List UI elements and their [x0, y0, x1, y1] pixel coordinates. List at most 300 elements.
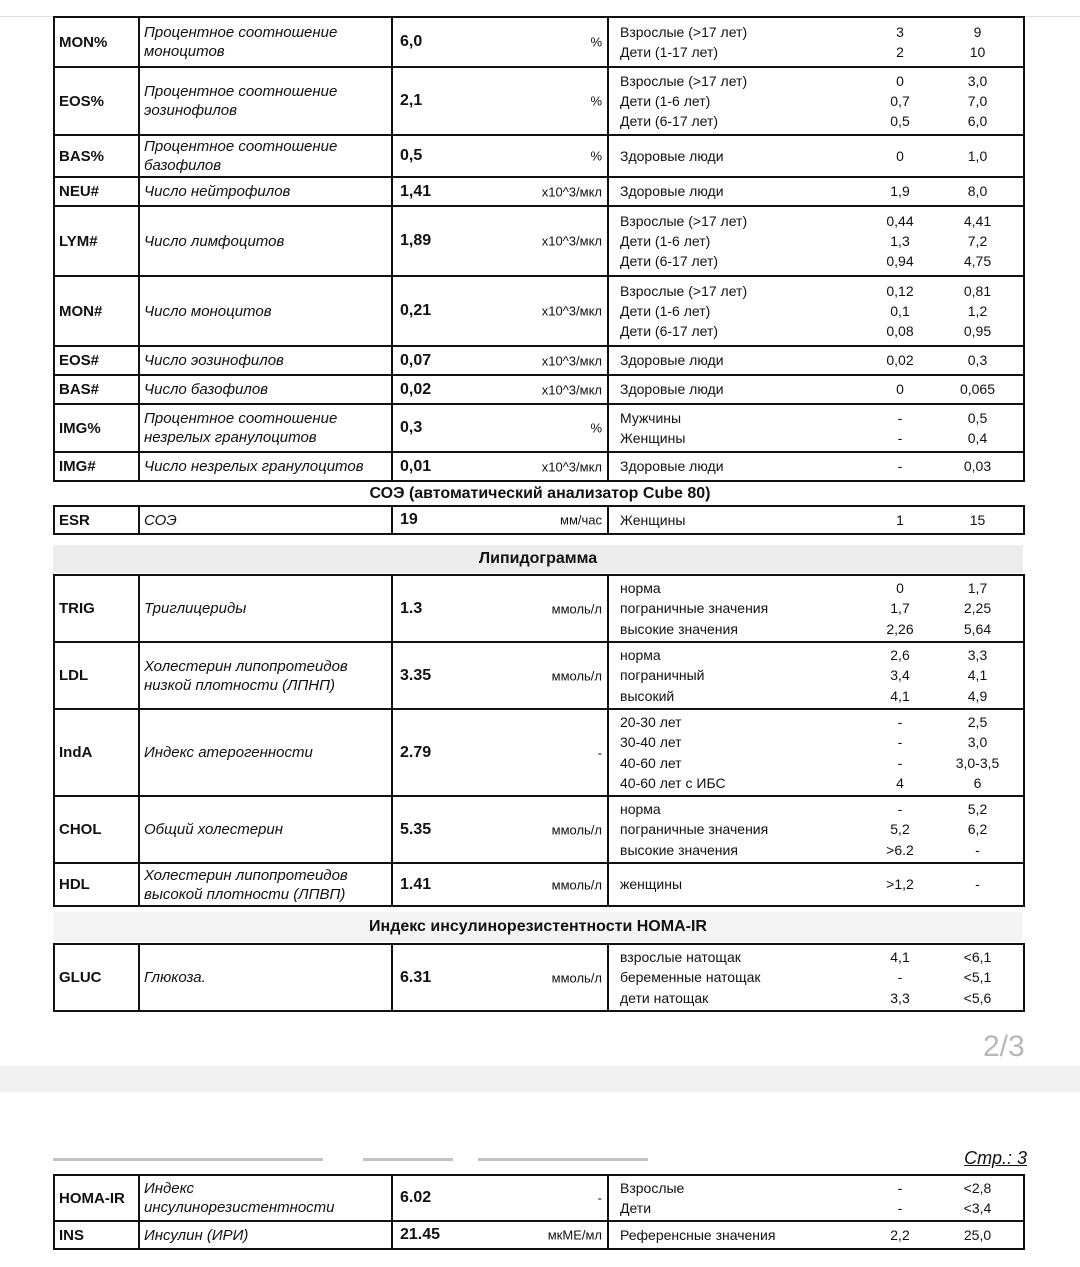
reference-cell: [608, 177, 1024, 206]
result-value: 0,3: [400, 419, 423, 436]
result-value: 0,21: [400, 302, 432, 319]
lipid-table: [53, 574, 1025, 907]
result-cell: [392, 177, 608, 206]
reference-low: -: [897, 969, 903, 986]
reference-group: Здоровые люди: [620, 183, 724, 200]
reference-high: <2,8: [963, 1179, 992, 1196]
result-row: [54, 796, 1024, 863]
reference-group: 40-60 лет: [620, 754, 682, 771]
result-row: [54, 177, 1024, 206]
test-name-line: Глюкоза.: [144, 969, 206, 986]
homa-table: [53, 943, 1025, 1012]
result-unit: ммоль/л: [551, 601, 602, 616]
reference-group: пограничные значения: [620, 600, 769, 617]
reference-group: Взрослые (>17 лет): [620, 72, 748, 89]
result-value: 2.79: [400, 743, 432, 761]
result-value: 0,02: [400, 380, 432, 398]
reference-group: Здоровые люди: [620, 381, 724, 398]
page-indicator: 2/3: [983, 1030, 1025, 1063]
result-unit: x10^3/мкл: [541, 184, 602, 199]
result-unit: %: [590, 34, 602, 50]
reference-cell: [608, 796, 1024, 863]
insulin-table: [53, 1174, 1025, 1250]
reference-line: [609, 819, 1023, 839]
reference-group: Взрослые (>17 лет): [620, 212, 748, 229]
result-unit: ммоль/л: [551, 822, 602, 837]
test-name-line: СОЭ: [144, 511, 177, 529]
page3-header: [53, 1146, 1027, 1166]
result-row: [54, 67, 1024, 135]
result-unit: x10^3/мкл: [541, 382, 602, 397]
reference-low: 5,2: [890, 821, 910, 838]
reference-cell: [608, 206, 1024, 276]
reference-group: дети натощак: [620, 989, 709, 1006]
reference-group: Дети (1-17 лет): [620, 44, 719, 61]
reference-high: 0,95: [963, 323, 992, 340]
redacted-text: [478, 1158, 648, 1161]
esr-section-title: СОЭ (автоматический анализатор Cube 80): [369, 485, 711, 502]
test-code: TRIG: [54, 575, 139, 642]
reference-cell: [608, 17, 1024, 67]
result-unit: -: [597, 1190, 602, 1206]
reference-high: 9: [973, 23, 982, 40]
test-code: IMG#: [54, 452, 139, 481]
reference-line: [609, 42, 1023, 62]
reference-cell: [608, 452, 1024, 481]
test-name: [139, 796, 392, 863]
reference-group: Женщины: [620, 511, 686, 528]
reference-cell: [608, 135, 1024, 177]
reference-group: Женщины: [620, 430, 686, 447]
reference-high: 4,1: [967, 667, 988, 684]
result-unit: %: [590, 420, 602, 436]
result-cell: [392, 404, 608, 452]
reference-group: Дети (1-6 лет): [620, 92, 711, 109]
reference-high: 1,0: [967, 147, 988, 164]
test-name-line: Число лимфоцитов: [144, 232, 285, 250]
result-row: [54, 452, 1024, 481]
test-name: [139, 944, 392, 1011]
reference-low: 4,1: [890, 949, 910, 966]
reference-high: 4,75: [963, 253, 992, 270]
reference-line: [609, 1225, 1023, 1245]
test-name: [139, 177, 392, 206]
result-value: 0,5: [400, 147, 423, 164]
result-value: 19: [400, 511, 418, 528]
reference-line: [609, 321, 1023, 341]
test-code: EOS%: [54, 67, 139, 135]
reference-low: 0: [896, 580, 904, 597]
test-name-line: незрелых гранулоцитов: [144, 429, 317, 446]
reference-high: 4,41: [963, 212, 992, 229]
test-name-line: инсулинорезистентности: [144, 1199, 335, 1216]
result-unit: ммоль/л: [551, 668, 602, 683]
test-name-line: Число моноцитов: [144, 302, 272, 320]
test-name: [139, 1221, 392, 1249]
reference-group: Здоровые люди: [620, 147, 724, 164]
test-name: [139, 863, 392, 906]
result-row: [54, 17, 1024, 67]
reference-low: 0,94: [886, 253, 914, 270]
reference-high: 3,3: [967, 647, 988, 664]
result-cell: [392, 1221, 608, 1249]
result-cell: [392, 67, 608, 135]
reference-low: -: [897, 754, 903, 771]
test-code: CHOL: [54, 796, 139, 863]
reference-high: 4,9: [967, 687, 988, 704]
reference-high: 5,64: [963, 620, 992, 637]
reference-low: 0,02: [886, 352, 914, 369]
result-value: 5.35: [400, 820, 432, 838]
result-cell: [392, 375, 608, 404]
result-value: 2,1: [400, 92, 423, 109]
test-name-line: Холестерин липопротеидов: [144, 866, 348, 884]
result-value: 1,41: [400, 182, 432, 200]
result-unit: ммоль/л: [551, 970, 602, 985]
redacted-text: [363, 1158, 453, 1161]
test-code: HOMA-IR: [54, 1175, 139, 1221]
result-value: 0,07: [400, 351, 432, 369]
reference-low: 0,5: [890, 113, 910, 130]
result-row: [54, 709, 1024, 796]
result-value: 1.41: [400, 875, 432, 893]
reference-line: [609, 181, 1023, 201]
reference-line: [609, 379, 1023, 399]
reference-high: -: [975, 841, 980, 858]
test-name: [139, 1175, 392, 1221]
reference-low: >1,2: [886, 876, 914, 893]
reference-high: 0,065: [959, 381, 996, 398]
result-cell: [392, 206, 608, 276]
reference-low: 2,26: [886, 620, 914, 637]
result-row: [54, 642, 1024, 709]
result-cell: [392, 452, 608, 481]
reference-low: 0: [896, 381, 904, 398]
lipid-section-title: Липидограмма: [53, 545, 1023, 573]
reference-group: женщины: [620, 876, 683, 893]
result-cell: [392, 506, 608, 534]
test-code: EOS#: [54, 346, 139, 375]
test-code: ESR: [54, 506, 139, 534]
reference-line: [609, 350, 1023, 370]
reference-cell: [608, 575, 1024, 642]
reference-low: 3,3: [890, 989, 910, 1006]
reference-high: 1,2: [967, 302, 988, 319]
reference-cell: [608, 1175, 1024, 1221]
reference-low: 0,7: [890, 92, 910, 109]
result-unit: мкМЕ/мл: [547, 1227, 602, 1243]
test-name-line: Индекс: [144, 1180, 195, 1197]
reference-high: 3,0-3,5: [955, 754, 1000, 771]
reference-line: [609, 732, 1023, 752]
reference-low: -: [897, 430, 903, 447]
reference-cell: [608, 404, 1024, 452]
test-code: LDL: [54, 642, 139, 709]
test-name-line: базофилов: [144, 157, 222, 174]
result-unit: x10^3/мкл: [541, 303, 602, 319]
test-name-line: Триглицериды: [144, 600, 247, 617]
result-cell: [392, 346, 608, 375]
reference-line: [609, 510, 1023, 530]
reference-low: 1,7: [890, 600, 910, 617]
test-name-line: Индекс атерогенности: [144, 744, 313, 761]
blood-count-table: [53, 16, 1025, 482]
reference-group: пограничные значения: [620, 821, 769, 838]
result-row: [54, 135, 1024, 177]
reference-low: 2,6: [890, 647, 910, 664]
reference-group: норма: [620, 580, 661, 597]
reference-line: [609, 456, 1023, 476]
result-cell: [392, 276, 608, 346]
test-code: INS: [54, 1221, 139, 1249]
test-name: [139, 375, 392, 404]
reference-low: -: [897, 409, 903, 426]
reference-low: -: [897, 458, 903, 475]
reference-line: [609, 22, 1023, 42]
result-row: [54, 404, 1024, 452]
reference-group: взрослые натощак: [620, 949, 741, 966]
test-code: IndA: [54, 709, 139, 796]
reference-high: 0,5: [967, 409, 988, 426]
test-name: [139, 206, 392, 276]
reference-high: 6: [973, 775, 982, 792]
test-name: [139, 709, 392, 796]
result-cell: [392, 796, 608, 863]
reference-cell: [608, 506, 1024, 534]
reference-low: >6.2: [886, 841, 914, 858]
test-name-line: Процентное соотношение: [144, 138, 338, 155]
test-code: LYM#: [54, 206, 139, 276]
page-number-label: Стр.: 3: [964, 1148, 1027, 1168]
reference-high: 3,0: [967, 72, 988, 89]
reference-line: [609, 428, 1023, 448]
test-name: [139, 17, 392, 67]
test-name-line: низкой плотности (ЛПНП): [144, 676, 336, 694]
reference-group: норма: [620, 801, 661, 818]
result-cell: [392, 642, 608, 709]
reference-low: 1,3: [890, 232, 910, 249]
test-name-line: Число эозинофилов: [144, 352, 284, 369]
reference-low: -: [897, 1200, 903, 1217]
reference-low: 4: [896, 775, 904, 792]
reference-line: [609, 578, 1023, 598]
reference-group: высокие значения: [620, 841, 738, 858]
result-unit: -: [597, 745, 602, 760]
reference-low: 3: [896, 23, 904, 40]
reference-cell: [608, 642, 1024, 709]
reference-line: [609, 146, 1023, 166]
reference-group: 20-30 лет: [620, 713, 682, 730]
reference-line: [609, 91, 1023, 111]
test-code: IMG%: [54, 404, 139, 452]
homa-section-title: Индекс инсулинорезистентности HOMA-IR: [53, 912, 1023, 942]
test-name: [139, 404, 392, 452]
reference-group: Дети (1-6 лет): [620, 302, 711, 319]
test-code: MON#: [54, 276, 139, 346]
test-name: [139, 452, 392, 481]
result-row: [54, 276, 1024, 346]
reference-low: 0,44: [886, 212, 914, 229]
reference-line: [609, 280, 1023, 300]
result-cell: [392, 575, 608, 642]
reference-low: -: [897, 734, 903, 751]
reference-line: [609, 686, 1023, 706]
reference-high: 5,2: [967, 801, 988, 818]
result-value: 3.35: [400, 666, 432, 684]
reference-line: [609, 645, 1023, 665]
result-cell: [392, 944, 608, 1011]
reference-high: <6,1: [963, 949, 992, 966]
reference-line: [609, 840, 1023, 860]
reference-line: [609, 111, 1023, 131]
result-unit: x10^3/мкл: [541, 459, 602, 474]
reference-line: [609, 251, 1023, 271]
reference-high: 2,25: [963, 600, 992, 617]
reference-high: 6,2: [967, 821, 988, 838]
reference-high: 10: [969, 44, 986, 61]
reference-group: норма: [620, 647, 661, 664]
reference-line: [609, 1198, 1023, 1218]
reference-group: Взрослые: [620, 1179, 685, 1196]
reference-high: 7,2: [967, 232, 988, 249]
reference-line: [609, 231, 1023, 251]
reference-line: [609, 967, 1023, 987]
result-unit: x10^3/мкл: [541, 233, 602, 249]
reference-high: 0,3: [967, 352, 988, 369]
test-name-line: высокой плотности (ЛПВП): [144, 885, 346, 903]
reference-group: высокие значения: [620, 620, 738, 637]
test-name-line: Процентное соотношение: [144, 83, 338, 100]
reference-line: [609, 210, 1023, 230]
reference-group: Дети (1-6 лет): [620, 232, 711, 249]
result-row: [54, 1175, 1024, 1221]
reference-cell: [608, 375, 1024, 404]
test-code: NEU#: [54, 177, 139, 206]
result-cell: [392, 709, 608, 796]
reference-line: [609, 665, 1023, 685]
reference-line: [609, 301, 1023, 321]
result-row: [54, 944, 1024, 1011]
reference-group: Референсные значения: [620, 1226, 776, 1243]
reference-line: [609, 712, 1023, 732]
test-code: BAS%: [54, 135, 139, 177]
result-row: [54, 506, 1024, 534]
reference-group: пограничный: [620, 667, 705, 684]
reference-line: [609, 1178, 1023, 1198]
result-unit: ммоль/л: [551, 877, 602, 892]
test-name: [139, 346, 392, 375]
reference-low: 0,12: [886, 282, 914, 299]
result-unit: мм/час: [560, 512, 602, 528]
reference-cell: [608, 709, 1024, 796]
reference-low: 0,1: [890, 302, 910, 319]
reference-cell: [608, 863, 1024, 906]
reference-line: [609, 408, 1023, 428]
result-row: [54, 863, 1024, 906]
reference-line: [609, 874, 1023, 894]
reference-low: 4,1: [890, 687, 910, 704]
reference-high: 0,81: [963, 282, 992, 299]
esr-table: [53, 505, 1025, 535]
reference-high: 3,0: [967, 734, 988, 751]
reference-line: [609, 598, 1023, 618]
reference-line: [609, 773, 1023, 793]
reference-group: Дети: [620, 1200, 652, 1217]
result-row: [54, 346, 1024, 375]
test-code: GLUC: [54, 944, 139, 1011]
reference-cell: [608, 346, 1024, 375]
test-name: [139, 575, 392, 642]
result-value: 6.02: [400, 1189, 432, 1206]
reference-low: 0: [896, 147, 904, 164]
reference-line: [609, 947, 1023, 967]
page-gap: [0, 1066, 1080, 1092]
test-name-line: моноцитов: [144, 43, 225, 60]
test-code: BAS#: [54, 375, 139, 404]
test-name-line: Холестерин липопротеидов: [144, 657, 348, 675]
result-value: 6,0: [400, 33, 423, 50]
reference-line: [609, 799, 1023, 819]
reference-low: 1,9: [890, 183, 910, 200]
reference-low: -: [897, 713, 903, 730]
test-name: [139, 276, 392, 346]
reference-low: -: [897, 801, 903, 818]
reference-cell: [608, 944, 1024, 1011]
reference-high: 6,0: [967, 113, 988, 130]
test-name: [139, 67, 392, 135]
result-cell: [392, 863, 608, 906]
reference-low: 0,08: [886, 323, 914, 340]
result-cell: [392, 17, 608, 67]
reference-high: <3,4: [963, 1200, 992, 1217]
test-name-line: Число незрелых гранулоцитов: [144, 458, 364, 475]
reference-line: [609, 988, 1023, 1008]
reference-group: Здоровые люди: [620, 458, 724, 475]
reference-high: 7,0: [967, 92, 988, 109]
reference-low: 3,4: [890, 667, 910, 684]
reference-cell: [608, 1221, 1024, 1249]
reference-high: 25,0: [963, 1226, 992, 1243]
result-row: [54, 575, 1024, 642]
reference-high: <5,1: [963, 969, 992, 986]
reference-cell: [608, 276, 1024, 346]
test-name-line: эозинофилов: [144, 102, 237, 119]
result-unit: %: [590, 148, 602, 164]
reference-line: [609, 753, 1023, 773]
reference-group: Здоровые люди: [620, 352, 724, 369]
result-unit: x10^3/мкл: [541, 353, 602, 368]
test-name-line: Число базофилов: [144, 381, 269, 398]
result-value: 6.31: [400, 968, 432, 986]
reference-group: высокий: [620, 687, 675, 704]
reference-group: Взрослые (>17 лет): [620, 23, 748, 40]
reference-group: 40-60 лет с ИБС: [620, 775, 726, 792]
redacted-text: [53, 1158, 323, 1161]
reference-high: 2,5: [967, 713, 988, 730]
test-name-line: Инсулин (ИРИ): [144, 1226, 249, 1244]
result-value: 21.45: [400, 1226, 441, 1243]
reference-high: 1,7: [967, 580, 988, 597]
test-name: [139, 642, 392, 709]
test-code: MON%: [54, 17, 139, 67]
reference-group: 30-40 лет: [620, 734, 682, 751]
result-row: [54, 375, 1024, 404]
result-row: [54, 206, 1024, 276]
reference-line: [609, 619, 1023, 639]
reference-group: беременные натощак: [620, 969, 761, 986]
result-unit: %: [590, 93, 602, 109]
reference-high: 8,0: [967, 183, 988, 200]
